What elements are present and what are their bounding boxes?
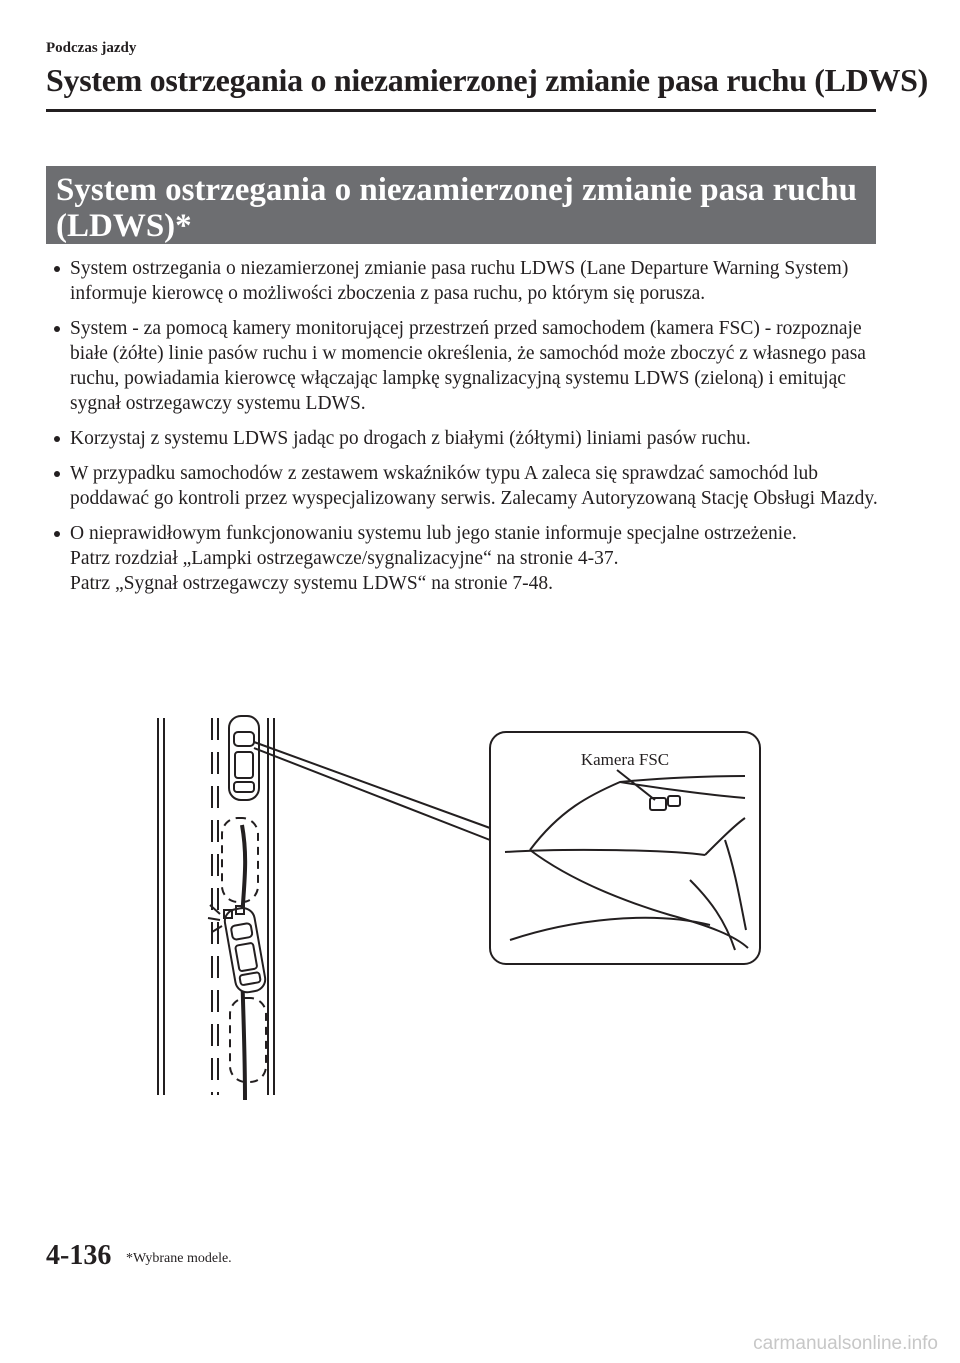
bullet-item (46, 316, 882, 416)
page-number: 4-136 (46, 1240, 112, 1271)
bullet-text: System ostrzegania o niezamierzonej zmianie pasa ruchu LDWS (Lane Departure Warning System) informuje kierowcę o możliwości zboczenia z pasa ruchu, po którym się porusza. (70, 258, 849, 304)
road-edge-left (158, 718, 164, 1095)
section-heading-line2: (LDWS)* (56, 208, 192, 244)
bullet-text: System - za pomocą kamery monitorującej przestrzeń przed samochodem (kamera FSC) - rozpoznaje białe (żółte) linie pasów ruchu i w momencie określenia, że samochód może zboczyć z własnego pasa ruchu, powiadamia kierowcę włączając lampkę sygnalizacyjną systemu LDWS (zieloną) i emitując sygnał ostrzegawczy systemu LDWS. (70, 318, 866, 414)
bullet-item (46, 256, 882, 306)
bullet-item (46, 426, 882, 451)
bullet-dot-icon (54, 266, 60, 272)
bullet-item (46, 461, 882, 511)
cross-reference-lamps: Patrz rozdział „Lampki ostrzegawcze/sygnalizacyjne“ na stronie 4-37. (70, 548, 619, 569)
bullet-dot-icon (54, 531, 60, 537)
footnote: *Wybrane modele. (126, 1251, 232, 1266)
section-heading-line1: System ostrzegania o niezamierzonej zmianie pasa ruchu (56, 172, 858, 208)
title-rule (46, 109, 876, 112)
watermark: carmanualsonline.info (753, 1333, 938, 1354)
camera-label: Kamera FSC (580, 750, 670, 769)
running-title: System ostrzegania o niezamierzonej zmianie pasa ruchu (LDWS) (46, 62, 929, 98)
section-label: Podczas jazdy (46, 40, 137, 56)
bullet-text: Korzystaj z systemu LDWS jadąc po drogach z białymi (żółtymi) liniami pasów ruchu. (70, 428, 751, 449)
bullet-dot-icon (54, 326, 60, 332)
camera-pointer-lines (254, 742, 490, 840)
bullet-text: W przypadku samochodów z zestawem wskaźników typu A zaleca się sprawdzać samochód lub poddawać go kontroli przez wyspecjalizowany serwis. Zalecamy Autoryzowaną Stację Obsługi Mazdy. (70, 463, 878, 509)
bullet-item (46, 521, 882, 596)
bullet-dot-icon (54, 436, 60, 442)
ldws-illustration (150, 700, 770, 1120)
road-edge-right (268, 718, 274, 1095)
bullet-list (46, 256, 882, 606)
cross-reference-warning-sound: Patrz „Sygnał ostrzegawczy systemu LDWS“ na stronie 7-48. (70, 573, 554, 594)
car-drifting-icon (223, 906, 267, 994)
bullet-dot-icon (54, 471, 60, 477)
bullet-text: O nieprawidłowym funkcjonowaniu systemu lub jego stanie informuje specjalne ostrzeżenie. (70, 523, 797, 544)
car-top-icon (229, 716, 259, 800)
section-heading (46, 166, 876, 244)
